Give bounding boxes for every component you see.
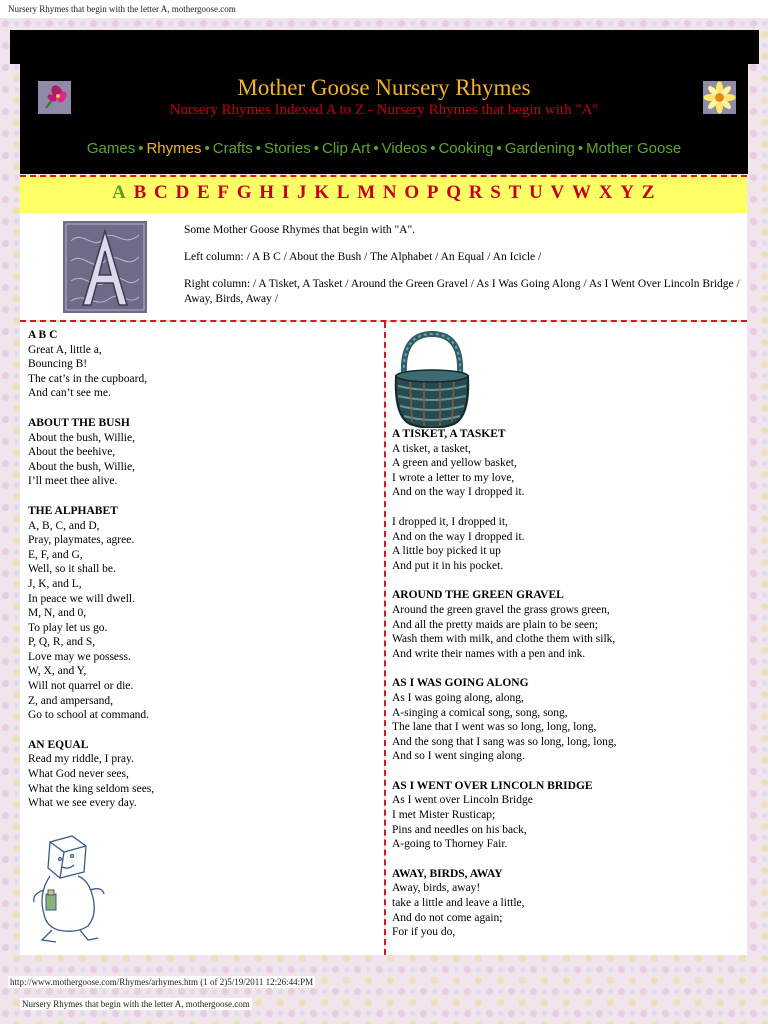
rhyme-line: E, F, and G, (28, 548, 83, 561)
rhyme-title: A B C (28, 329, 58, 341)
right-column (386, 322, 747, 955)
alphabet-letter-o[interactable]: O (404, 182, 420, 203)
alphabet-letter-e[interactable]: E (196, 182, 211, 203)
rhyme-line: What the king seldom sees, (28, 782, 155, 795)
rhyme-title: AN EQUAL (28, 738, 89, 751)
nav-gardening[interactable]: Gardening (504, 140, 575, 157)
rhyme-line: And the song that I sang was so long, long, long, (392, 735, 617, 748)
alphabet-letter-d[interactable]: D (175, 182, 190, 203)
rhyme-line: I dropped it, I dropped it, (392, 515, 508, 528)
rhyme-line: And on the way I dropped it. (392, 486, 525, 499)
nav-crafts[interactable]: Crafts (212, 140, 253, 157)
rhyme-line: Go to school at command. (28, 709, 150, 722)
alphabet-letter-s[interactable]: S (490, 182, 502, 203)
alphabet-letter-y[interactable]: Y (620, 182, 635, 203)
rhyme-line: Away, birds, away! (392, 882, 481, 895)
rhyme-line: A tisket, a tasket, (392, 442, 471, 455)
rhyme-line: As I was going along, along, (392, 691, 524, 704)
rhyme-line: Great A, little a, (28, 343, 102, 356)
rhyme-title: ABOUT THE BUSH (28, 416, 130, 429)
alphabet-letter-l[interactable]: L (336, 182, 350, 203)
rhyme-line: About the bush, Willie, (28, 431, 135, 444)
rhyme-line: And write their names with a pen and ink. (392, 647, 586, 660)
rhyme-line: A green and yellow basket, (392, 457, 517, 470)
rhyme-line: Pray, playmates, agree. (28, 534, 135, 547)
site-title: Mother Goose Nursery Rhymes (237, 75, 531, 100)
rhyme-line: As I went over Lincoln Bridge (392, 794, 533, 807)
print-header: Nursery Rhymes that begin with the letter A, mothergoose.com (8, 4, 236, 14)
alphabet-letter-h[interactable]: H (259, 182, 275, 203)
basket-illustration (390, 328, 474, 428)
nav-stories[interactable]: Stories (264, 140, 311, 157)
rhyme-line: Read my riddle, I pray. (28, 753, 134, 766)
alphabet-letter-z[interactable]: Z (641, 182, 655, 203)
rhyme-title: AS I WENT OVER LINCOLN BRIDGE (392, 779, 593, 792)
alphabet-letter-a[interactable]: A (112, 182, 127, 203)
rhyme-line: W, X, and Y, (28, 665, 87, 678)
rhyme-line: Wash them with milk, and clothe them with silk, (392, 633, 616, 646)
nav-separator: • (204, 140, 210, 157)
alphabet-letter-n[interactable]: N (382, 182, 398, 203)
rhyme-line: A, B, C, and D, (28, 519, 100, 532)
alphabet-letter-m[interactable]: M (357, 182, 376, 203)
alphabet-index (20, 175, 747, 215)
alphabet-letter-b[interactable]: B (133, 182, 147, 203)
rhyme-line: take a little and leave a little, (392, 897, 525, 910)
rhyme-title: AWAY, BIRDS, AWAY (392, 867, 503, 880)
nav-separator: • (430, 140, 436, 157)
nav-separator: • (255, 140, 262, 157)
site-subtitle: Nursery Rhymes Indexed A to Z - Nursery Rhymes that begin with "A" (169, 102, 599, 118)
rhyme-line: Z, and ampersand, (28, 694, 113, 707)
rhyme-line: J, K, and L, (28, 577, 82, 590)
right-rhymes-list (392, 427, 742, 955)
rhyme-line: Well, so it shall be. (28, 563, 116, 576)
rhyme-line: What we see every day. (28, 797, 137, 810)
rhyme (28, 328, 378, 401)
rhyme-line: A little boy picked it up (392, 545, 501, 558)
left-column (20, 322, 384, 955)
left-column-index: Left column: / A B C / About the Bush / The Alphabet / An Equal / An Icicle / (184, 251, 542, 263)
rhyme-line: Love may we possess. (28, 650, 131, 663)
nav-separator: • (373, 140, 379, 157)
rhyme-title: AROUND THE GREEN GRAVEL (392, 589, 564, 602)
nav-clip-art[interactable]: Clip Art (321, 140, 371, 157)
rhyme-line: Around the green gravel the grass grows green, (392, 603, 610, 616)
rhyme-title: A TISKET, A TASKET (392, 428, 506, 440)
print-footer-title: Nursery Rhymes that begin with the letter A, mothergoose.com (22, 999, 250, 1009)
daisy-icon (703, 81, 736, 114)
nav-separator: • (496, 140, 502, 157)
rhyme-line: The lane that I went was so long, long, long, (392, 721, 597, 734)
alphabet-letter-v[interactable]: V (550, 182, 565, 203)
alphabet-letter-u[interactable]: U (529, 182, 544, 203)
rhyme-line: And can’t see me. (28, 387, 111, 400)
site-banner (20, 64, 748, 174)
top-black-bar (10, 30, 759, 64)
rhyme-line: And put it in his pocket. (392, 559, 504, 572)
rhyme-line: And so I went singing along. (392, 750, 525, 763)
rhyme-stanza (392, 515, 742, 573)
rhyme-line: The cat’s in the cupboard, (28, 372, 148, 385)
alphabet-letter-p[interactable]: P (426, 182, 440, 203)
rhyme-line: I met Mister Rusticap; (392, 809, 496, 822)
rhyme (392, 676, 742, 764)
rhyme-line: Pins and needles on his back, (392, 823, 527, 836)
alphabet-letters (20, 182, 747, 204)
alphabet-letter-i[interactable]: I (281, 182, 290, 203)
intro-text (184, 223, 744, 319)
nav-rhymes[interactable]: Rhymes (146, 140, 202, 157)
rhyme-title: THE ALPHABET (28, 504, 118, 517)
intro-section (20, 213, 747, 320)
rhyme-line: A-going to Thorney Fair. (392, 838, 508, 851)
rhyme (28, 416, 378, 489)
right-column-index: Right column: / A Tisket, A Tasket / Around the Green Gravel / As I Was Going Along / As I Went Over Lincoln Bridge / Away, Birds, Away / (184, 278, 740, 305)
alphabet-letter-c[interactable]: C (154, 182, 169, 203)
rhyme (28, 738, 378, 811)
alphabet-letter-g[interactable]: G (236, 182, 253, 203)
nav-videos[interactable]: Videos (381, 140, 428, 157)
rhyme-line: To play let us go. (28, 621, 108, 634)
snowman-illustration (28, 834, 108, 946)
rhyme-line: About the bush, Willie, (28, 460, 135, 473)
rhyme-line: I wrote a letter to my love, (392, 471, 515, 484)
rhyme-line: P, Q, R, and S, (28, 636, 96, 649)
print-footer-url: http://www.mothergoose.com/Rhymes/arhymes.htm (1 of 2)5/19/2011 12:26:44:PM (10, 977, 314, 987)
rhyme (28, 504, 378, 723)
rhyme-line: What God never sees, (28, 768, 129, 781)
rhyme (392, 867, 742, 940)
nav-mother-goose[interactable]: Mother Goose (586, 140, 682, 157)
alphabet-letter-f[interactable]: F (217, 182, 230, 203)
rhyme-line: In peace we will dwell. (28, 592, 135, 605)
rhyme-line: Will not quarrel or die. (28, 680, 134, 693)
alphabet-letter-q[interactable]: Q (446, 182, 462, 203)
nav-games[interactable]: Games (86, 140, 136, 157)
rhyme-line: About the beehive, (28, 446, 116, 459)
rhyme-line: And on the way I dropped it. (392, 530, 525, 543)
alphabet-letter-k[interactable]: K (314, 182, 330, 203)
rhyme (392, 427, 742, 500)
intro-line: Some Mother Goose Rhymes that begin with "A". (184, 224, 416, 236)
rhyme-line: Bouncing B! (28, 358, 88, 371)
rhyme-title: AS I WAS GOING ALONG (392, 677, 529, 690)
decorative-letter-a-image (63, 221, 147, 313)
rhyme (392, 588, 742, 661)
alphabet-letter-x[interactable]: X (598, 182, 613, 203)
rhyme-line: I’ll meet thee alive. (28, 475, 118, 488)
alphabet-letter-j[interactable]: J (296, 182, 307, 203)
rhyme-line: For if you do, (392, 926, 456, 939)
nav-separator: • (313, 140, 319, 157)
rhyme-line: And all the pretty maids are plain to be seen; (392, 618, 598, 631)
rhyme-line: M, N, and 0, (28, 607, 87, 620)
alphabet-letter-w[interactable]: W (572, 182, 592, 203)
alphabet-letter-r[interactable]: R (468, 182, 484, 203)
nav-separator: • (138, 140, 144, 157)
main-nav (20, 140, 748, 157)
alphabet-letter-t[interactable]: T (508, 182, 522, 203)
left-rhymes-list (28, 328, 378, 826)
rhyme-line: And do not come again; (392, 911, 503, 924)
nav-separator: • (577, 140, 584, 157)
rhyme-line: A-singing a comical song, song, song, (392, 706, 568, 719)
nav-cooking[interactable]: Cooking (438, 140, 494, 157)
rhyme (392, 779, 742, 852)
